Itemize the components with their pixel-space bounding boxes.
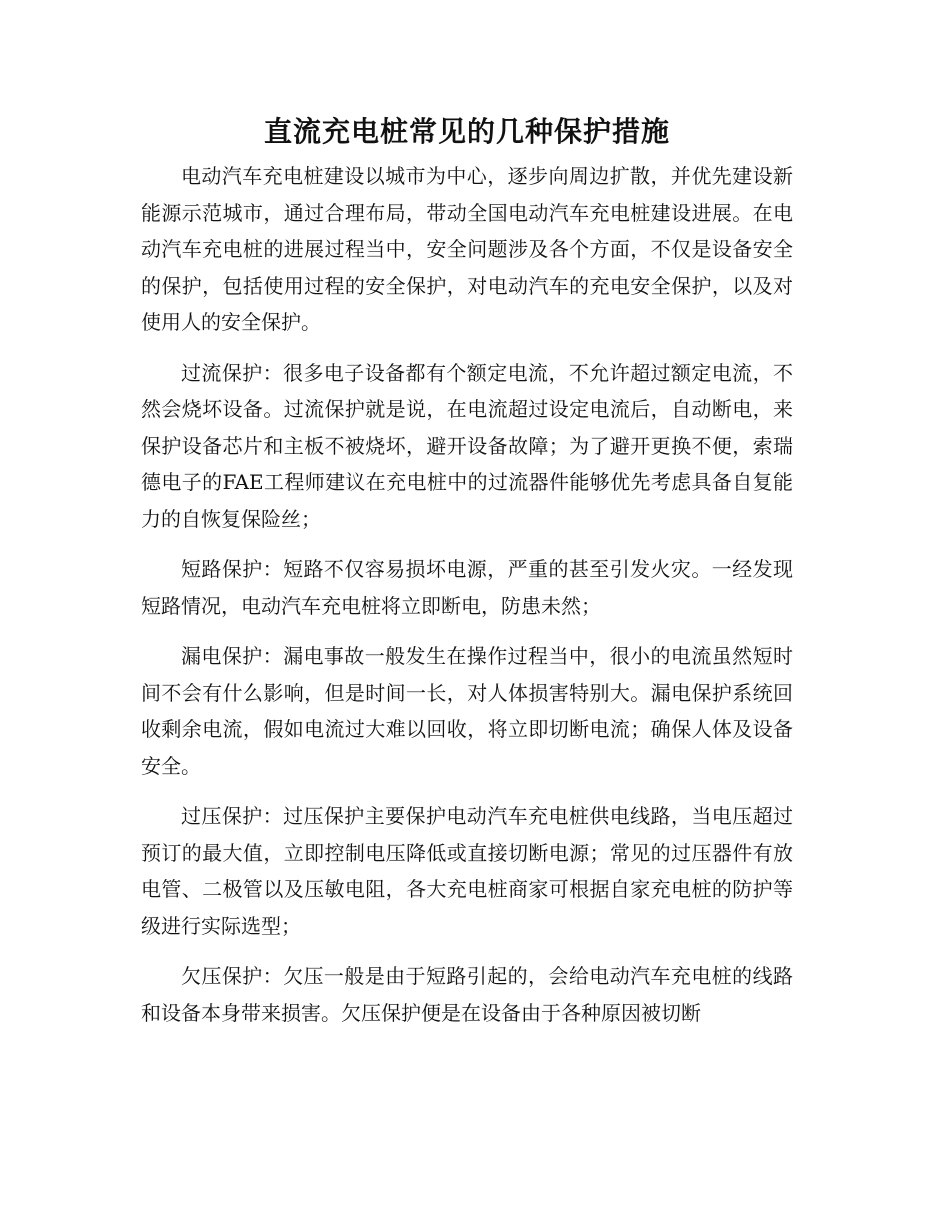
paragraph-short-circuit-protection: 短路保护：短路不仅容易损坏电源，严重的甚至引发火灾。一经发现短路情况，电动汽车充电桩将立即断电，防患未然；: [141, 557, 793, 618]
paragraph-undervoltage-protection: 欠压保护：欠压一般是由于短路引起的，会给电动汽车充电桩的线路和设备本身带来损害。欠压保护便是在设备由于各种原因被切断: [141, 964, 793, 1025]
paragraph-leakage-protection: 漏电保护：漏电事故一般发生在操作过程当中，很小的电流虽然短时间不会有什么影响，但是时间一长，对人体损害特别大。漏电保护系统回收剩余电流，假如电流过大难以回收，将立即切断电流；确保人体及设备安全。: [141, 644, 793, 778]
document-page: [141, 108, 793, 1031]
paragraph-overvoltage-protection: 过压保护：过压保护主要保护电动汽车充电桩供电线路，当电压超过预订的最大值，立即控制电压降低或直接切断电源；常见的过压器件有放电管、二极管以及压敏电阻，各大充电桩商家可根据自家充电桩的防护等级进行实际选型；: [141, 804, 793, 938]
paragraph-intro: 电动汽车充电桩建设以城市为中心，逐步向周边扩散，并优先建设新能源示范城市，通过合理布局，带动全国电动汽车充电桩建设进展。在电动汽车充电桩的进展过程当中，安全问题涉及各个方面，不仅是设备安全的保护，包括使用过程的安全保护，对电动汽车的充电安全保护，以及对使用人的安全保护。: [141, 164, 793, 334]
paragraph-overcurrent-protection: 过流保护：很多电子设备都有个额定电流，不允许超过额定电流，不然会烧坏设备。过流保护就是说，在电流超过设定电流后，自动断电，来保护设备芯片和主板不被烧坏，避开设备故障；为了避开更换不便，索瑞德电子的FAE工程师建议在充电桩中的过流器件能够优先考虑具备自复能力的自恢复保险丝；: [141, 360, 793, 531]
document-title: 直流充电桩常见的几种保护措施: [263, 115, 670, 148]
